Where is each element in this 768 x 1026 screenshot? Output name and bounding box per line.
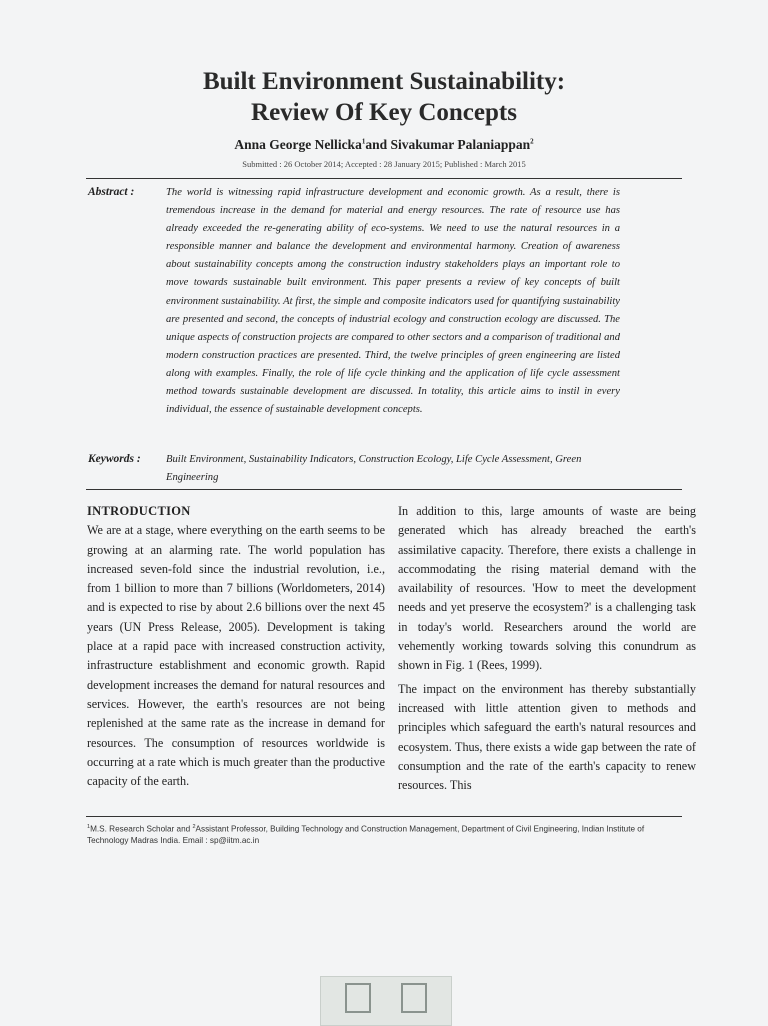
- abstract-label: Abstract :: [88, 186, 135, 198]
- footnote-part-b: Assistant Professor, Building Technology and Construction Management, Department of Civil Engineering, Indian Institute of Technology Madras India. Email : sp@iitm.ac.in: [87, 824, 645, 845]
- authors-and: and Sivakumar Palaniappan: [365, 137, 531, 152]
- footnote: [87, 822, 687, 846]
- keywords-label: Keywords :: [88, 453, 141, 465]
- divider-top: [86, 178, 682, 179]
- keywords-text: Built Environment, Sustainability Indicators, Construction Ecology, Life Cycle Assessment, Green Engineering: [166, 454, 582, 483]
- left-column: [87, 502, 385, 791]
- authors: [0, 137, 768, 153]
- paper-title-line1: Built Environment Sustainability:: [202, 68, 566, 95]
- paper-title-line2: Review Of Key Concepts: [251, 99, 517, 126]
- submission-dates: Submitted : 26 October 2014; Accepted : 28 January 2015; Published : March 2015: [242, 159, 526, 169]
- footnote-sup-2: 2: [192, 824, 196, 830]
- right-paragraph-2: The impact on the environment has thereby substantially increased with little attention given to methods and principles which safeguard the earth's natural resources and ecosystem. Thus, there exists a wide gap between the rate of consumption and the rate of the earth's capacity to renew resources. This: [398, 681, 696, 793]
- logo-glyph-left-icon: [345, 983, 371, 1013]
- logo-glyph-right-icon: [401, 983, 427, 1013]
- abstract-text: The world is witnessing rapid infrastructure development and economic growth. As a result, there is tremendous increase in the demand for material and energy resources. The rate of resource use has already exceeded the re-generating ability of eco-systems. We need to use the natural resources in a responsible manner and balance the development and environmental harmony. Creation of awareness about sustainability concepts among the construction industry stakeholders plays an important role to move towards sustainable built environment. This paper presents a review of key concepts of built environment sustainability. At first, the simple and composite indicators used for quantifying sustainability are presented and second, the concepts of industrial ecology and construction ecology are discussed. The unique aspects of construction projects are compared to other sectors and a comparison of traditional and modern construction practices are presented. Third, the twelve principles of green engineering are listed along with examples. Finally, the role of life cycle thinking and the application of life cycle assessment method towards sustainable development are discussed. In totality, this article aims to instil in every individual, the essence of sustainable development concepts.: [166, 187, 620, 416]
- divider-middle: [86, 489, 682, 490]
- footnote-part-a: M.S. Research Scholar and: [90, 824, 193, 834]
- intro-paragraph: We are at a stage, where everything on the earth seems to be growing at an alarming rate. The world population has increased seven-fold since the industrial revolution, i.e., from 1 billion to more than 7 billions (Worldometers, 2014) and is expected to rise by about 2.6 billions over the next 45 years (UN Press Release, 2005). Development is taking place at a rapid pace with increased construction activity, infrastructure establishment and economic growth. Rapid development increases the demand for natural resources and services. However, the earth's resources are not being replenished at the same rate as the increase in demand for resources. The consumption of resources worldwide is occurring at a rate which is much greater than the productive capacity of the earth.: [87, 523, 385, 789]
- right-paragraph-1: In addition to this, large amounts of waste are being generated which has already breached the earth's assimilative capacity. Therefore, there exists a challenge in accommodating the rising material demand with the availability of resources. 'How to meet the development needs and yet preserve the ecosystem?' is a challenging task in today's world. Researchers around the world are vehemently working towards solving this conundrum as shown in Fig. 1 (Rees, 1999).: [398, 504, 696, 673]
- institution-logo-icon: [320, 976, 452, 1026]
- footnote-sup-1: 1: [87, 824, 91, 830]
- footnote-divider: [86, 816, 682, 817]
- author-2-sup: 2: [530, 137, 534, 146]
- author-1: Anna George Nellicka: [234, 137, 362, 152]
- section-heading-introduction: INTRODUCTION: [87, 504, 191, 518]
- author-1-sup: 1: [361, 137, 366, 146]
- right-column: [398, 502, 696, 795]
